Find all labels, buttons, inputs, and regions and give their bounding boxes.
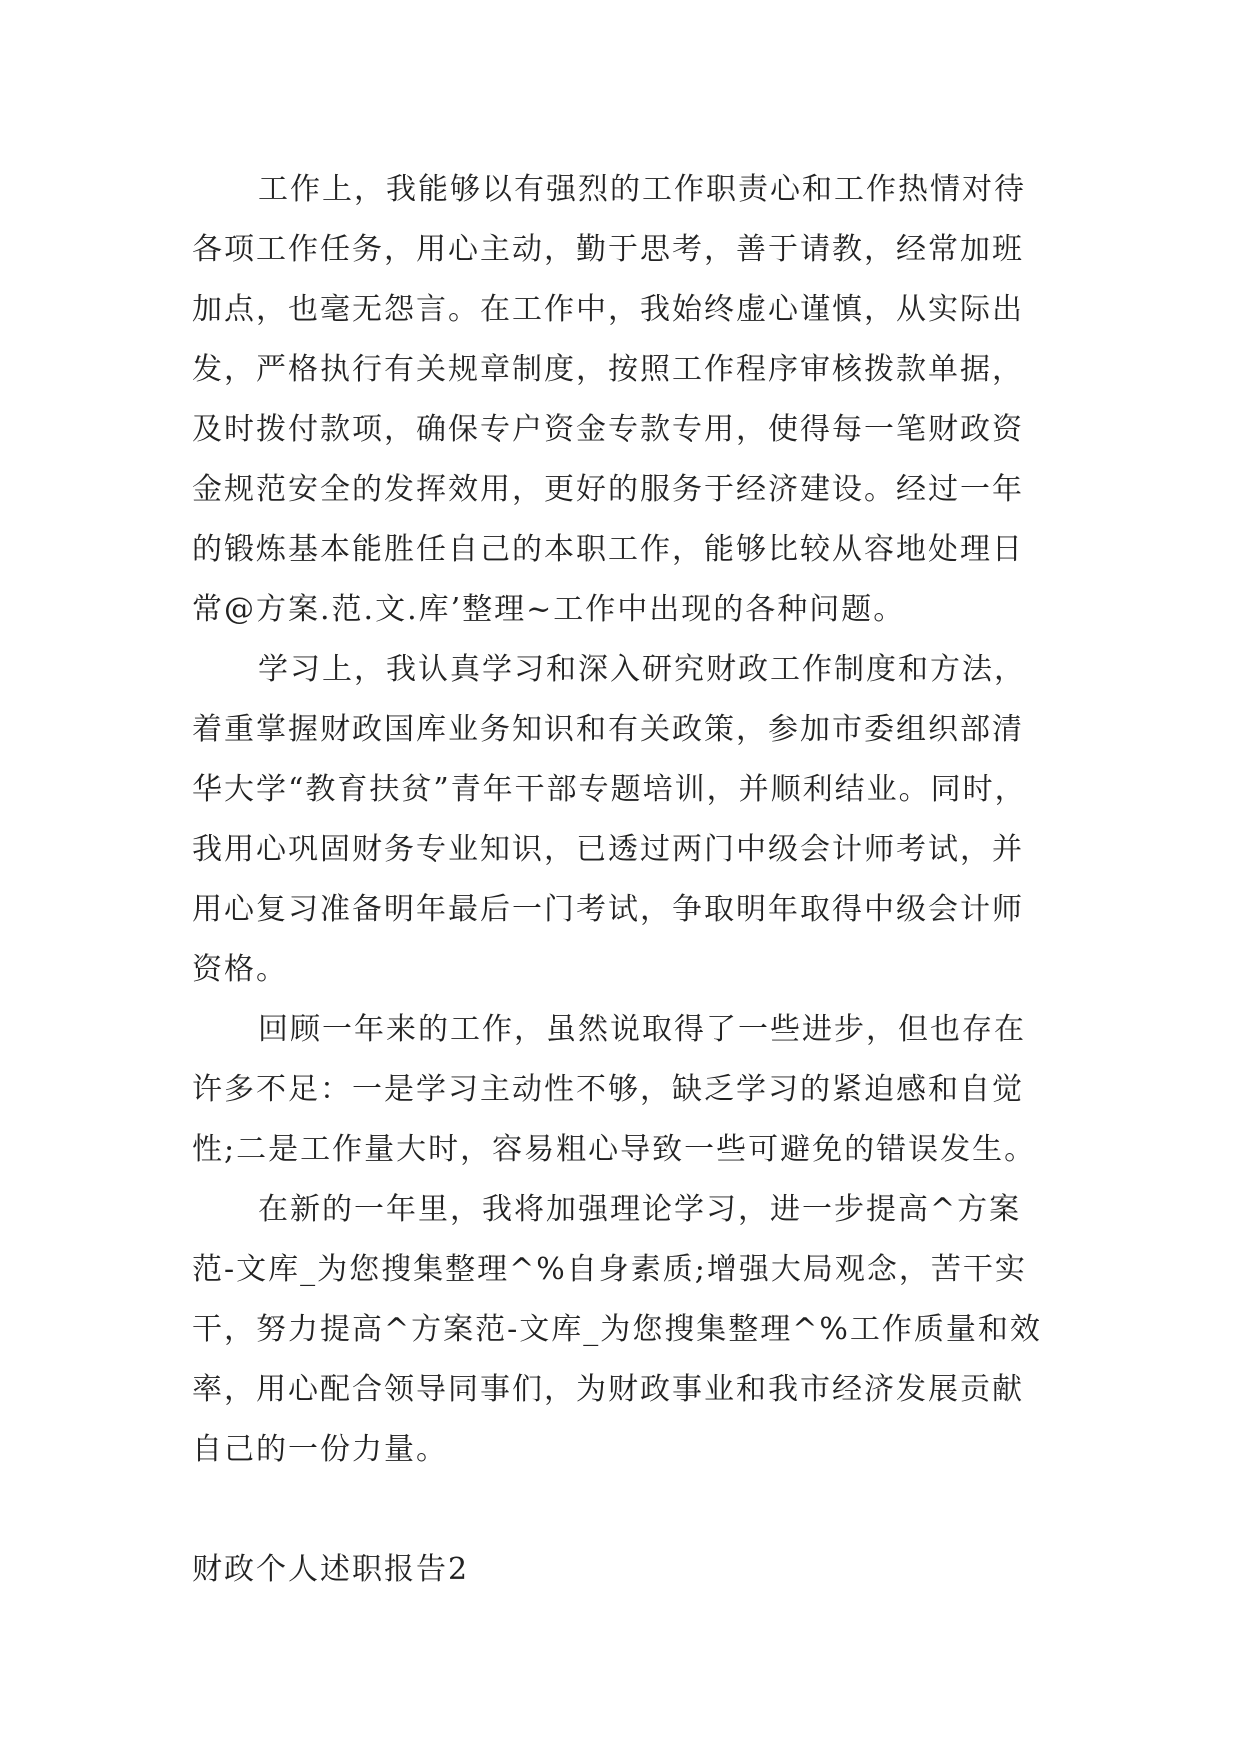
- paragraph-line: 我用心巩固财务专业知识，已透过两门中级会计师考试，并: [192, 832, 1024, 867]
- paragraph-plan: [192, 1180, 1072, 1480]
- paragraph-line: 资格。: [192, 952, 288, 987]
- section-title: 财政个人述职报告2: [192, 1552, 470, 1587]
- paragraph-line: 工作上，我能够以有强烈的工作职责心和工作热情对待: [258, 172, 1026, 207]
- paragraph-line: 用心复习准备明年最后一门考试，争取明年取得中级会计师: [192, 892, 1024, 927]
- paragraph-review: [192, 1000, 1072, 1180]
- document-body: [192, 160, 1072, 1600]
- paragraph-line: 许多不足：一是学习主动性不够，缺乏学习的紧迫感和自觉: [192, 1072, 1024, 1107]
- paragraph-line: 常@方案.范.文.库’整理~工作中出现的各种问题。: [192, 592, 906, 627]
- paragraph-line: 干，努力提高^方案范-文库_为您搜集整理^%工作质量和效: [192, 1312, 1042, 1347]
- paragraph-line: 性;二是工作量大时，容易粗心导致一些可避免的错误发生。: [192, 1132, 1037, 1167]
- blank-line: [192, 1480, 1072, 1540]
- paragraph-work: [192, 160, 1072, 640]
- paragraph-line: 学习上，我认真学习和深入研究财政工作制度和方法，: [258, 652, 1026, 687]
- paragraph-line: 发，严格执行有关规章制度，按照工作程序审核拨款单据，: [192, 352, 1024, 387]
- paragraph-line: 金规范安全的发挥效用，更好的服务于经济建设。经过一年: [192, 472, 1024, 507]
- paragraph-study: [192, 640, 1072, 1000]
- paragraph-line: 的锻炼基本能胜任自己的本职工作，能够比较从容地处理日: [192, 532, 1024, 567]
- paragraph-line: 回顾一年来的工作，虽然说取得了一些进步，但也存在: [258, 1012, 1026, 1047]
- paragraph-line: 在新的一年里，我将加强理论学习，进一步提高^方案: [258, 1192, 1022, 1227]
- paragraph-line: 及时拨付款项，确保专户资金专款专用，使得每一笔财政资: [192, 412, 1024, 447]
- paragraph-line: 华大学“教育扶贫”青年干部专题培训，并顺利结业。同时，: [192, 772, 1027, 807]
- paragraph-line: 率，用心配合领导同事们，为财政事业和我市经济发展贡献: [192, 1372, 1024, 1407]
- paragraph-line: 加点，也毫无怨言。在工作中，我始终虚心谨慎，从实际出: [192, 292, 1024, 327]
- paragraph-line: 范-文库_为您搜集整理^%自身素质;增强大局观念，苦干实: [192, 1252, 1027, 1287]
- paragraph-line: 自己的一份力量。: [192, 1432, 448, 1467]
- paragraph-line: 着重掌握财政国库业务知识和有关政策，参加市委组织部清: [192, 712, 1024, 747]
- paragraph-line: 各项工作任务，用心主动，勤于思考，善于请教，经常加班: [192, 232, 1024, 267]
